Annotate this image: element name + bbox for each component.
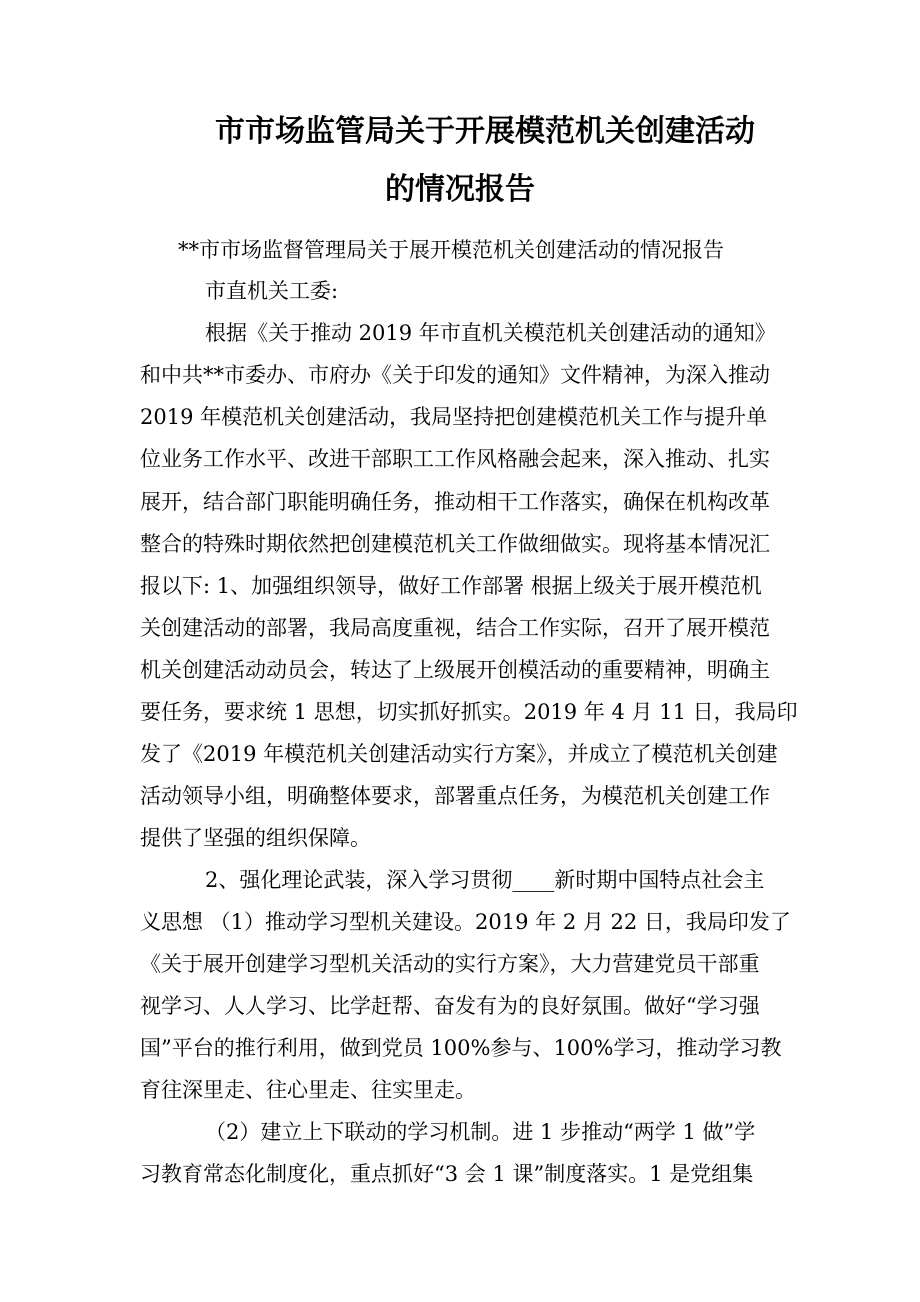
paragraph-line: 《关于展开创建学习型机关活动的实行方案》，大力营建党员干部重 [140,952,760,976]
salutation: 市直机关工委: [205,279,339,303]
paragraph-line: 报以下: 1、加强组织领导，做好工作部署 根据上级关于展开模范机 [140,574,762,598]
paragraph-line: 国”平台的推行利用，做到党员 100%参与、100%学习，推动学习教 [140,1036,782,1060]
paragraph-line: 关创建活动的部署，我局高度重视，结合工作实际，召开了展开模范 [140,616,770,640]
paragraph-line: 育往深里走、往心里走、往实里走。 [140,1078,476,1102]
paragraph-line: 习教育常态化制度化，重点抓好“3 会 1 课”制度落实。1 是党组集 [140,1162,754,1186]
paragraph-line: 位业务工作水平、改进干部职工工作风格融会起来，深入推动、扎实 [140,447,770,471]
paragraph-line: 展开，结合部门职能明确任务，推动相干工作落实，确保在机构改革 [140,490,770,514]
paragraph-line: 发了《2019 年模范机关创建活动实行方案》，并成立了模范机关创建 [140,742,778,766]
paragraph-line: 视学习、人人学习、比学赶帮、奋发有为的良好氛围。做好“学习强 [140,994,760,1018]
paragraph-line: 根据《关于推动 2019 年市直机关模范机关创建活动的通知》 [205,321,776,345]
paragraph-line: （2）建立上下联动的学习机制。进 1 步推动“两学 1 做”学 [205,1120,756,1144]
paragraph-line: 要任务，要求统 1 思想，切实抓好抓实。2019 年 4 月 11 日，我局印 [140,700,798,724]
report-subtitle: **市市场监督管理局关于展开模范机关创建活动的情况报告 [178,238,724,262]
paragraph-line: 提供了坚强的组织保障。 [140,826,371,850]
document-title-line-1: 市市场监管局关于开展模范机关创建活动 [215,114,755,149]
paragraph-line: 2、强化理论武装，深入学习贯彻____新时期中国特点社会主 [205,868,765,892]
document-title-line-2: 的情况报告 [385,172,535,207]
paragraph-line: 机关创建活动动员会，转达了上级展开创模活动的重要精神，明确主 [140,658,770,682]
paragraph-line: 整合的特殊时期依然把创建模范机关工作做细做实。现将基本情况汇 [140,532,770,556]
paragraph-line: 和中共**市委办、市府办《关于印发的通知》文件精神，为深入推动 [140,363,770,387]
paragraph-line: 义思想 （1）推动学习型机关建设。2019 年 2 月 22 日，我局印发了 [140,910,791,934]
paragraph-line: 活动领导小组，明确整体要求，部署重点任务，为模范机关创建工作 [140,784,770,808]
paragraph-line: 2019 年模范机关创建活动，我局坚持把创建模范机关工作与提升单 [140,405,768,429]
